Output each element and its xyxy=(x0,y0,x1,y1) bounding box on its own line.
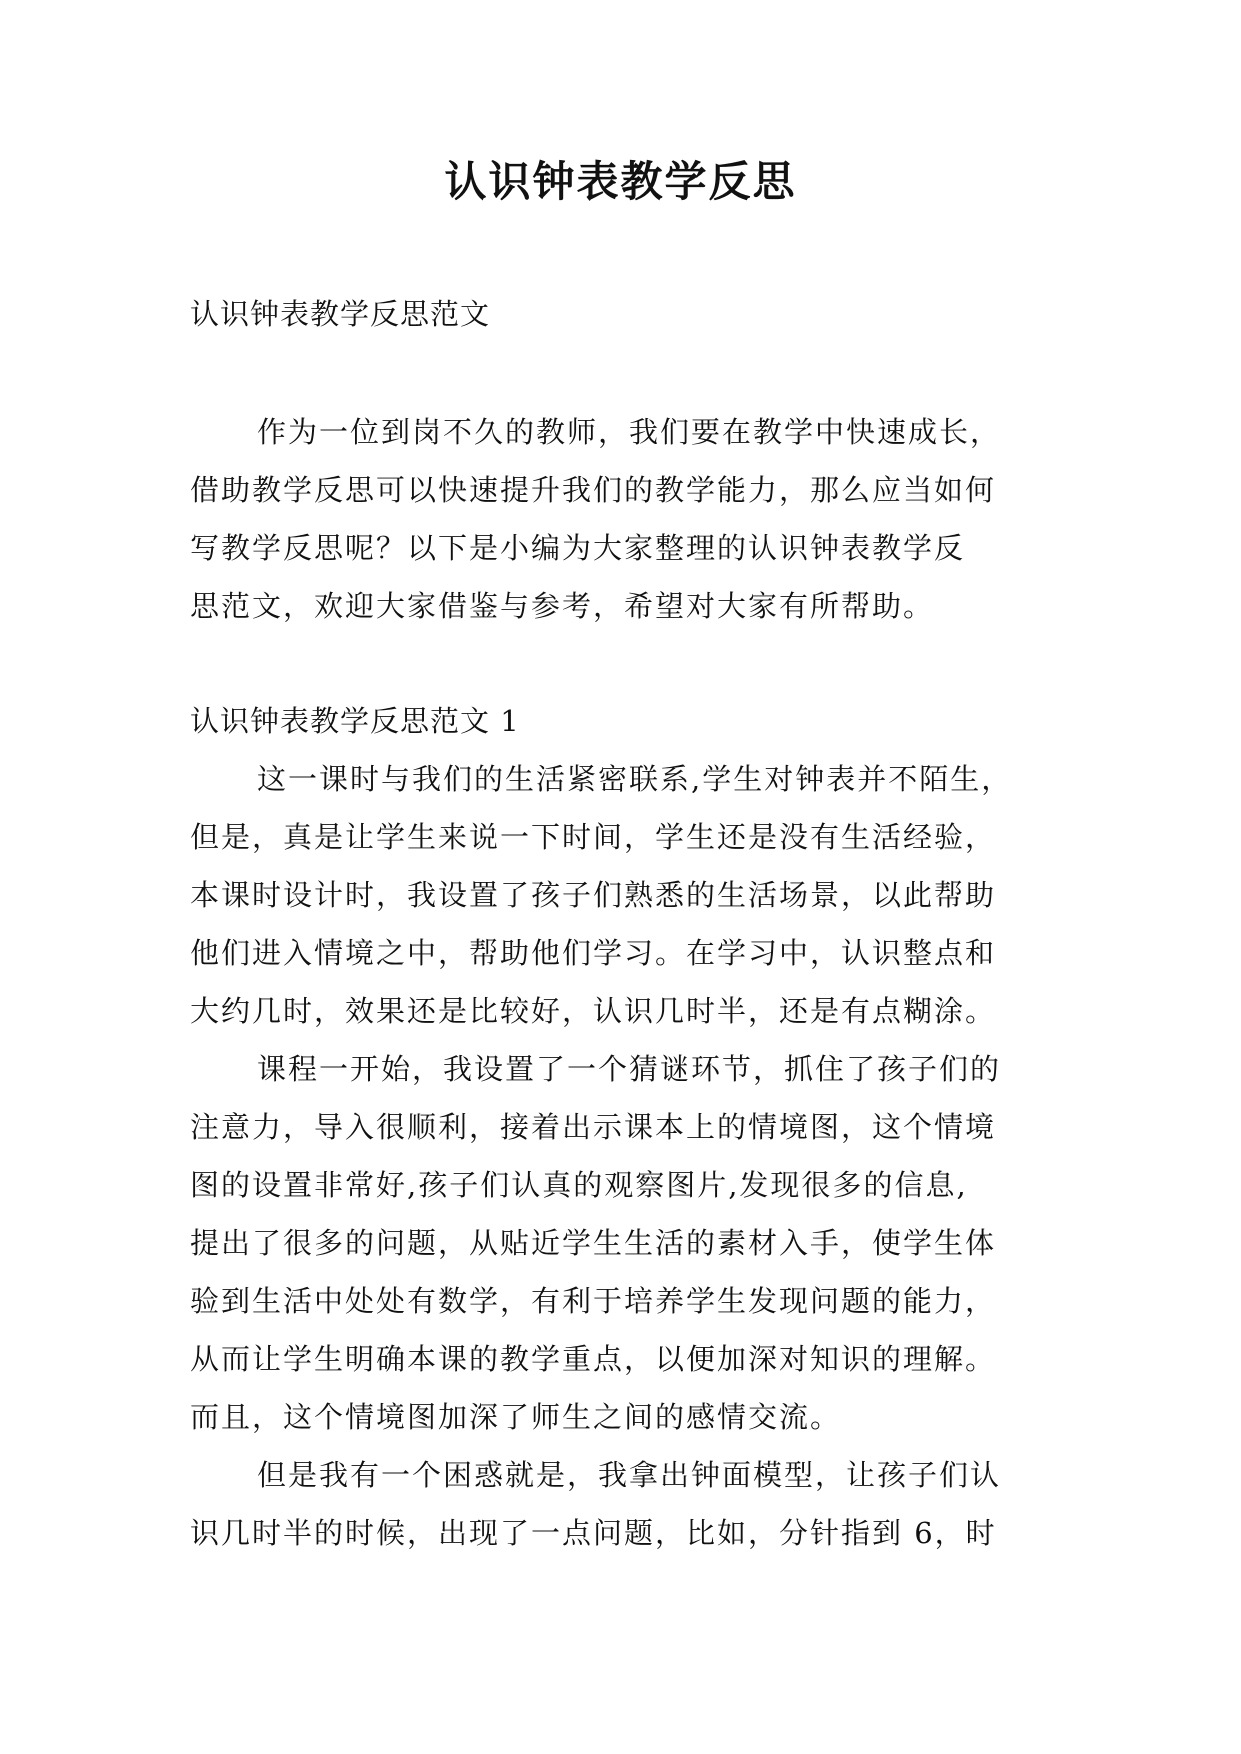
paragraph-line: 而且，这个情境图加深了师生之间的感情交流。 xyxy=(190,1400,842,1434)
document-subtitle: 认识钟表教学反思范文 xyxy=(190,297,491,331)
paragraph-line: 这一课时与我们的生活紧密联系,学生对钟表并不陌生， xyxy=(257,762,1013,796)
paragraph-line: 大约几时，效果还是比较好，认识几时半，还是有点糊涂。 xyxy=(190,994,997,1028)
section-heading: 认识钟表教学反思范文 1 xyxy=(190,704,520,738)
intro-line: 借助教学反思可以快速提升我们的教学能力，那么应当如何 xyxy=(190,473,997,507)
intro-paragraph xyxy=(190,403,1060,635)
paragraph-line: 但是，真是让学生来说一下时间，学生还是没有生活经验， xyxy=(190,820,997,854)
paragraph-line: 注意力，导入很顺利，接着出示课本上的情境图，这个情境 xyxy=(190,1110,997,1144)
document-title: 认识钟表教学反思 xyxy=(444,157,797,206)
paragraph-line: 识几时半的时候，出现了一点问题，比如，分针指到 6，时 xyxy=(190,1516,997,1550)
paragraph-line: 本课时设计时，我设置了孩子们熟悉的生活场景，以此帮助 xyxy=(190,878,997,912)
paragraph-line: 验到生活中处处有数学，有利于培养学生发现问题的能力， xyxy=(190,1284,997,1318)
paragraph-line: 提出了很多的问题，从贴近学生生活的素材入手，使学生体 xyxy=(190,1226,997,1260)
intro-line: 写教学反思呢？以下是小编为大家整理的认识钟表教学反 xyxy=(190,531,966,565)
body-paragraph-2 xyxy=(190,1040,1060,1446)
intro-line: 作为一位到岗不久的教师，我们要在教学中快速成长， xyxy=(257,415,1002,449)
paragraph-line: 但是我有一个困惑就是，我拿出钟面模型，让孩子们认 xyxy=(257,1458,1002,1492)
paragraph-line: 图的设置非常好,孩子们认真的观察图片,发现很多的信息, xyxy=(190,1168,968,1202)
paragraph-line: 他们进入情境之中，帮助他们学习。在学习中，认识整点和 xyxy=(190,936,997,970)
body-paragraph-3 xyxy=(190,1446,1060,1562)
intro-line: 思范文，欢迎大家借鉴与参考，希望对大家有所帮助。 xyxy=(190,589,935,623)
paragraph-line: 从而让学生明确本课的教学重点，以便加深对知识的理解。 xyxy=(190,1342,997,1376)
body-paragraph-1 xyxy=(190,750,1060,1040)
paragraph-line: 课程一开始，我设置了一个猜谜环节，抓住了孩子们的 xyxy=(257,1052,1002,1086)
